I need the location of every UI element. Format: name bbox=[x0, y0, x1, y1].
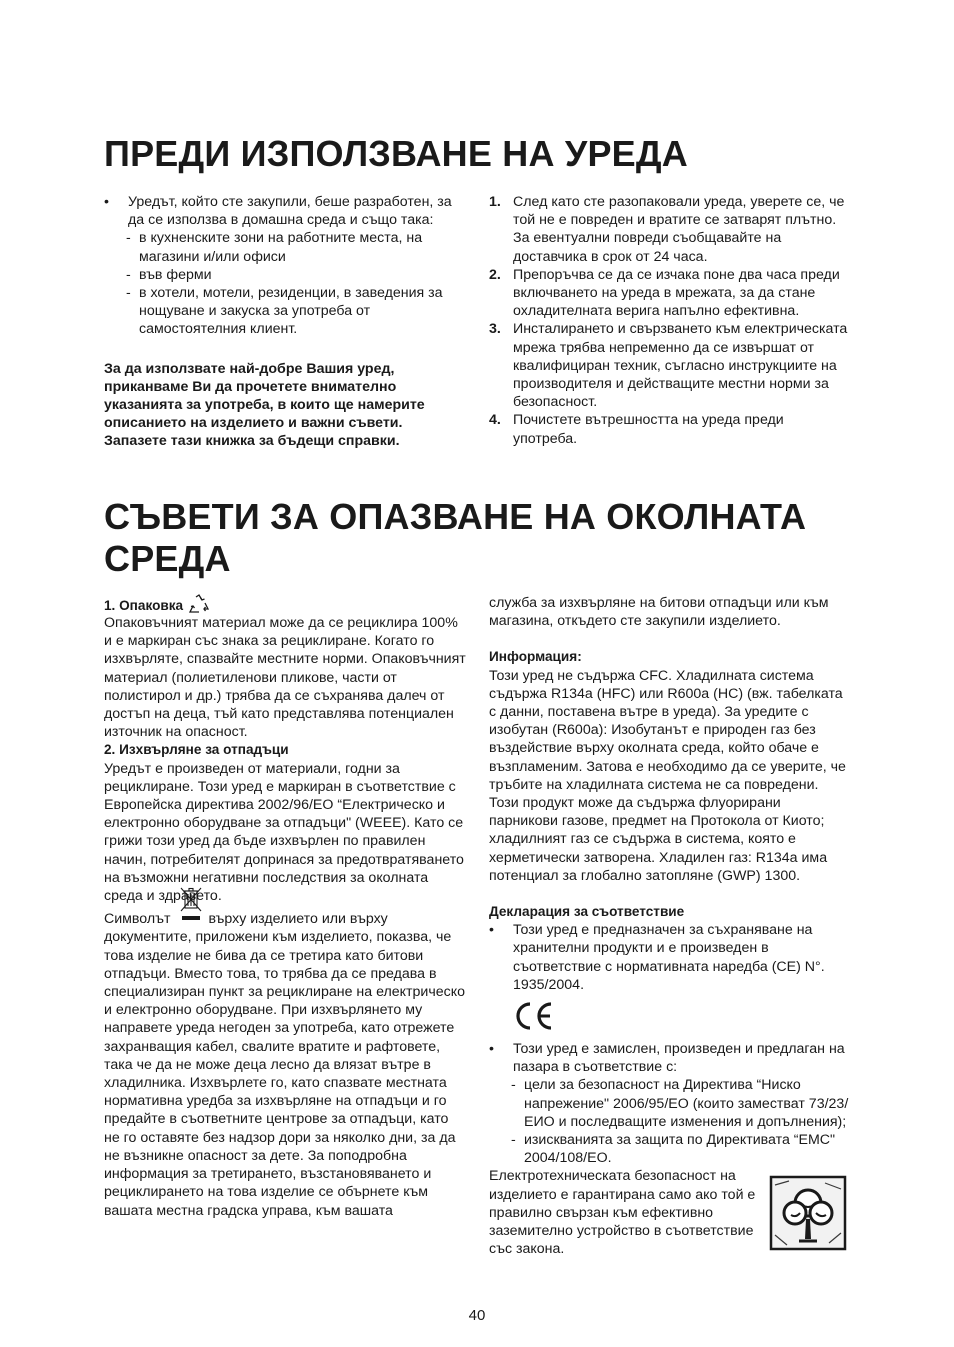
usage-notice: За да използвате най-добре Вашия уред, приканваме Ви да прочетете внимателно указанията за употреба, в които ще намерите описанието на изделието и важни съвети. Запазете тази книжка за бъдещи справки. bbox=[104, 360, 425, 450]
declaration-dash-item bbox=[489, 1131, 851, 1167]
dash-mark: - bbox=[126, 230, 131, 247]
usage-dash-item bbox=[104, 266, 466, 284]
dash-mark: - bbox=[511, 1077, 516, 1094]
step-text: Препоръчва се да се изчака поне два часа преди включването на уреда в мрежата, за да стане охладителната верига напълно ефективна. bbox=[513, 266, 840, 320]
symbol-prefix: Символът bbox=[104, 911, 171, 928]
usage-dash-item bbox=[104, 284, 466, 339]
declaration-dash-text: изискванията за защита по Директивата “EMC" 2004/108/ЕО. bbox=[524, 1132, 836, 1167]
step-number: 2. bbox=[489, 266, 501, 283]
ce-mark-row bbox=[489, 994, 851, 1040]
section-title-before-use: ПРЕДИ ИЗПОЛЗВАНЕ НА УРЕДА bbox=[104, 133, 688, 174]
bullet-mark: • bbox=[104, 194, 109, 210]
declaration-dash-item bbox=[489, 1076, 851, 1131]
weee-bin-icon bbox=[174, 909, 204, 927]
step-text: Почистете вътрешността на уреда преди употреба. bbox=[513, 412, 784, 447]
usage-dash-text: в кухненските зони на работните места, на магазини и/или офиси bbox=[139, 230, 423, 265]
usage-dash-item bbox=[104, 229, 466, 265]
step-number: 1. bbox=[489, 194, 501, 210]
step-text: След като сте разопаковали уреда, уверете се, че той не е повреден и вратите се затварят плътно. За евентуални повреди съобщавайте на доставчика в срок от 24 часа. bbox=[513, 194, 845, 265]
usage-bullet-text: Уредът, който сте закупили, беше разработен, за да се използва в домашна среда и също така: bbox=[128, 194, 452, 229]
disposal-text: Уредът е произведен от материали, годни за рециклиране. Този уред е маркиран в съответствие с Европейска директива 2002/96/ЕО “Електрическо и електронно оборудване за отпадъци" (WEEE). Като се грижи този уред да бъде изхвърлен по правилен начин, потребителят допринася за предотвратяването на възможни негативни последствия за околната среда и здравето. bbox=[104, 760, 464, 905]
page-number: 40 bbox=[468, 1307, 486, 1324]
info-text: Този уред не съдържа CFC. Хладилната система съдържа R134a (HFC) или R600a (HC) (вж. табелката с данни, поставена вътре в уреда). За уредите с изобутан (R600a): Изобутанът е природен газ без въздействие върху околната среда, който обаче е възпламеним. Затова е необходимо да се уверите, че тръбите на хладилната система не са повредени. Този продукт може да съдържа флуорирани парникови газове, предмет на Протокола от Киото; хладилният газ се съдържа в система, която е херметически затворена. Хладилен газ: R134a има потенциал за глобално затопляне (GWP) 1300. bbox=[489, 667, 846, 884]
before-use-right-column bbox=[489, 193, 851, 448]
environment-right-column bbox=[489, 594, 851, 1259]
section-title-environment: СЪВЕТИ ЗА ОПАЗВАНЕ НА ОКОЛНАТА СРЕДА bbox=[104, 496, 807, 579]
step-number: 3. bbox=[489, 321, 501, 338]
bullet-mark: • bbox=[489, 1041, 494, 1058]
usage-dash-text: в хотели, мотели, резиденции, в заведения за нощуване и закуска за употреба от самостоятелния клиент. bbox=[139, 285, 443, 338]
tree-icon bbox=[769, 1175, 847, 1256]
info-title: Информация: bbox=[489, 649, 582, 665]
ce-mark-icon bbox=[513, 1022, 555, 1038]
environment-left-column bbox=[104, 594, 468, 1220]
usage-bullet bbox=[104, 193, 466, 229]
packaging-title: 1. Опаковка bbox=[104, 598, 184, 613]
step-number: 4. bbox=[489, 412, 501, 429]
packaging-heading bbox=[104, 594, 468, 614]
declaration-bullet bbox=[489, 1040, 851, 1076]
dash-mark: - bbox=[126, 285, 131, 302]
symbol-text: върху изделието или върху документите, приложени към изделието, показва, че това изделие не бива да се третира като битови отпадъци. Вместо това, то трябва да се предава в специализиран пункт за рециклиране на електрическо и електронно оборудване. При изхвърлянето му направете уреда негоден за употреба, като отрежете захранващия кабел, свалите вратите и рафтовете, така че да не може деца лесно да влязат вътре в хладилника. Изхвърлете го, като спазвате местната нормативна уредба за изхвърляне на отпадъци и го предайте в съответните центрове за отпадъци, като не го оставяте без надзор дори за няколко дни, за да не възникне опасност за дете. За поподробна информация за третирането, възстановяването и рециклирането на това изделие се обърнете към вашата местна градска управа, към вашата bbox=[104, 911, 465, 1219]
before-use-left-column bbox=[104, 193, 466, 451]
packaging-text: Опаковъчният материал може да се рециклира 100% и е маркиран със знака за рециклиране. Когато го изхвърляте, спазвайте местните норми. Опаковъчният материал (полиетиленови пликове, части от полистирол и др.) трябва да се съхранява далеч от достъп на деца, тъй като представлява потенциален източник на опасност. bbox=[104, 615, 466, 741]
step-text: Инсталирането и свързването към електрическата мрежа трябва непременно да се извършат от квалифициран техник, съгласно инструкциите на производителя и действащите местни норми за безопасност. bbox=[513, 321, 848, 411]
step-item bbox=[489, 411, 851, 447]
symbol-paragraph bbox=[104, 909, 468, 1219]
declaration-title: Декларация за съответствие bbox=[489, 904, 685, 920]
step-item bbox=[489, 320, 851, 411]
usage-dash-text: във ферми bbox=[139, 266, 212, 283]
disposal-continued-text: служба за изхвърляне на битови отпадъци или към магазина, откъдето сте закупили изделието. bbox=[489, 595, 829, 630]
declaration-bullet bbox=[489, 921, 851, 994]
declaration-bullet-text: Този уред е предназначен за съхраняване на хранителни продукти и е произведен в съответствие с нормативната наредба (CE) N°. 1935/2004. bbox=[513, 922, 825, 993]
step-item bbox=[489, 193, 851, 266]
safety-text: Електротехническата безопасност на изделието е гарантирана само ако той е правилно свързан към ефективно заземително устройство в съответствие със закона. bbox=[489, 1168, 756, 1258]
dash-mark: - bbox=[126, 266, 131, 283]
bullet-mark: • bbox=[489, 922, 494, 939]
disposal-title: 2. Изхвърляне за отпадъци bbox=[104, 742, 289, 758]
dash-mark: - bbox=[511, 1132, 516, 1149]
declaration-dash-text: цели за безопасност на Директива “Ниско напрежение" 2006/95/ЕО (които заместват 73/23/ЕИО и последващите изменения и допълнения); bbox=[524, 1077, 849, 1130]
declaration-bullet-text: Този уред е замислен, произведен и предлаган на пазара в съответствие с: bbox=[513, 1041, 845, 1076]
step-item bbox=[489, 266, 851, 321]
